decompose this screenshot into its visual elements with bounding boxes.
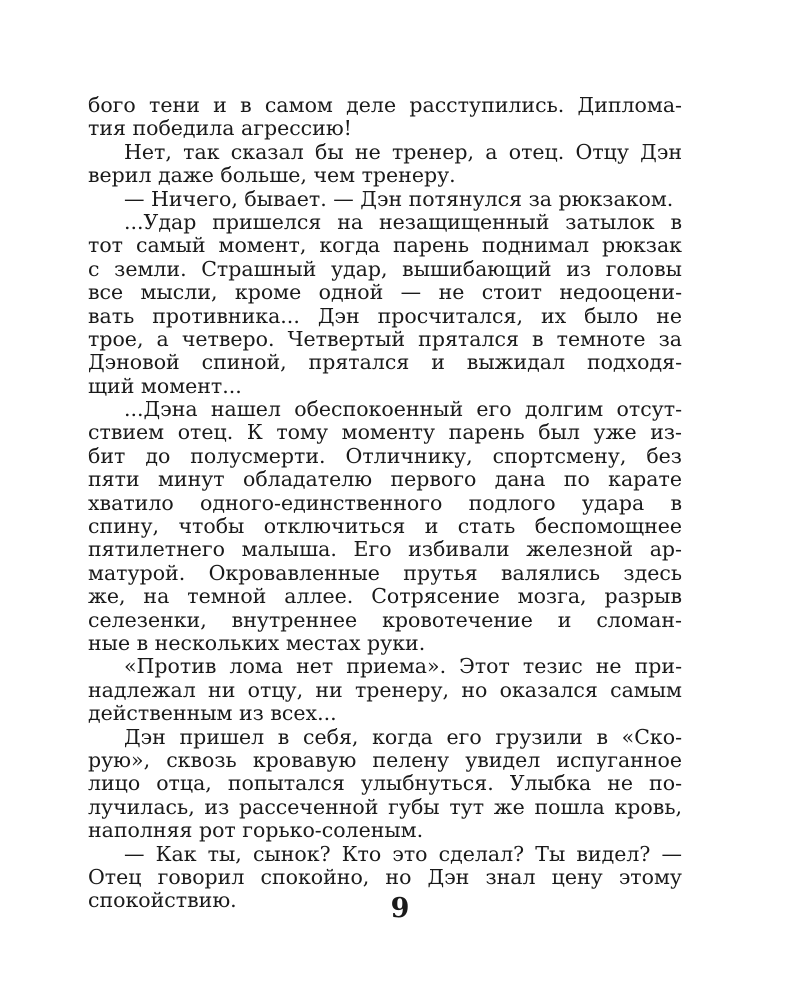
text-line: хватило одного-единственного подлого удара в [88,490,682,515]
text-line: ные в нескольких местах руки. [88,630,426,655]
text-line: с земли. Страшный удар, вышибающий из головы [88,256,682,281]
text-line: верил даже больше, чем тренеру. [88,163,456,188]
text-line: все мысли, кроме одной — не стоит недооцени- [88,280,682,305]
text-line: наполняя рот горько-соленым. [88,818,424,843]
text-line: надлежал ни отцу, ни тренеру, но оказался самым [88,677,682,702]
text-line: бого тени и в самом деле расступились. Диплома- [88,93,682,117]
page-number: 9 [390,893,410,924]
text-line: Нет, так сказал бы не тренер, а отец. Отцу Дэн [124,139,682,164]
text-line: ствием отец. К тому моменту парень был уже из- [88,420,682,445]
text-line: — Ничего, бывает. — Дэн потянулся за рюкзаком. [124,186,674,211]
text-line: же, на темной аллее. Сотрясение мозга, разрыв [88,584,682,609]
text-line: Дэновой спиной, прятался и выжидал подходя- [88,350,682,375]
text-line: бит до полусмерти. Отличнику, спортсмену, без [88,443,682,468]
text-line: тот самый момент, когда парень поднимал рюкзак [88,233,682,258]
text-line: рую», сквозь кровавую пелену увидел испуганное [88,747,682,772]
text-line: вать противника... Дэн просчитался, их было не [88,303,682,328]
text-line: селезенки, внутреннее кровотечение и сломан- [88,607,682,632]
text-line: пяти минут обладателю первого дана по карате [88,467,682,492]
text-line: щий момент... [88,373,242,398]
text-line: действенным из всех... [88,701,337,726]
text-line: ...Дэна нашел обеспокоенный его долгим отсут- [124,397,682,422]
text-line: — Как ты, сынок? Кто это сделал? Ты видел? — [124,841,682,866]
text-line: спину, чтобы отключиться и стать беспомощнее [88,514,682,539]
text-line: Отец говорил спокойно, но Дэн знал цену этому [88,864,682,889]
text-line: лицо отца, попытался улыбнуться. Улыбка не по- [88,771,682,796]
text-line: трое, а четверо. Четвертый прятался в темноте за [88,326,682,351]
text-line: «Против лома нет приема». Этот тезис не при- [124,654,682,679]
text-line: матурой. Окровавленные прутья валялись здесь [88,560,682,585]
text-line: пятилетнего малыша. Его избивали железной ар- [88,537,682,562]
text-line: ...Удар пришелся на незащищенный затылок в [124,209,682,234]
body-text [88,94,682,913]
text-line: спокойствию. [88,888,237,913]
text-line: лучилась, из рассеченной губы тут же пошла кровь, [88,794,682,819]
text-line: Дэн пришел в себя, когда его грузили в «Ско- [124,724,682,749]
text-line: тия победила агрессию! [88,116,352,141]
